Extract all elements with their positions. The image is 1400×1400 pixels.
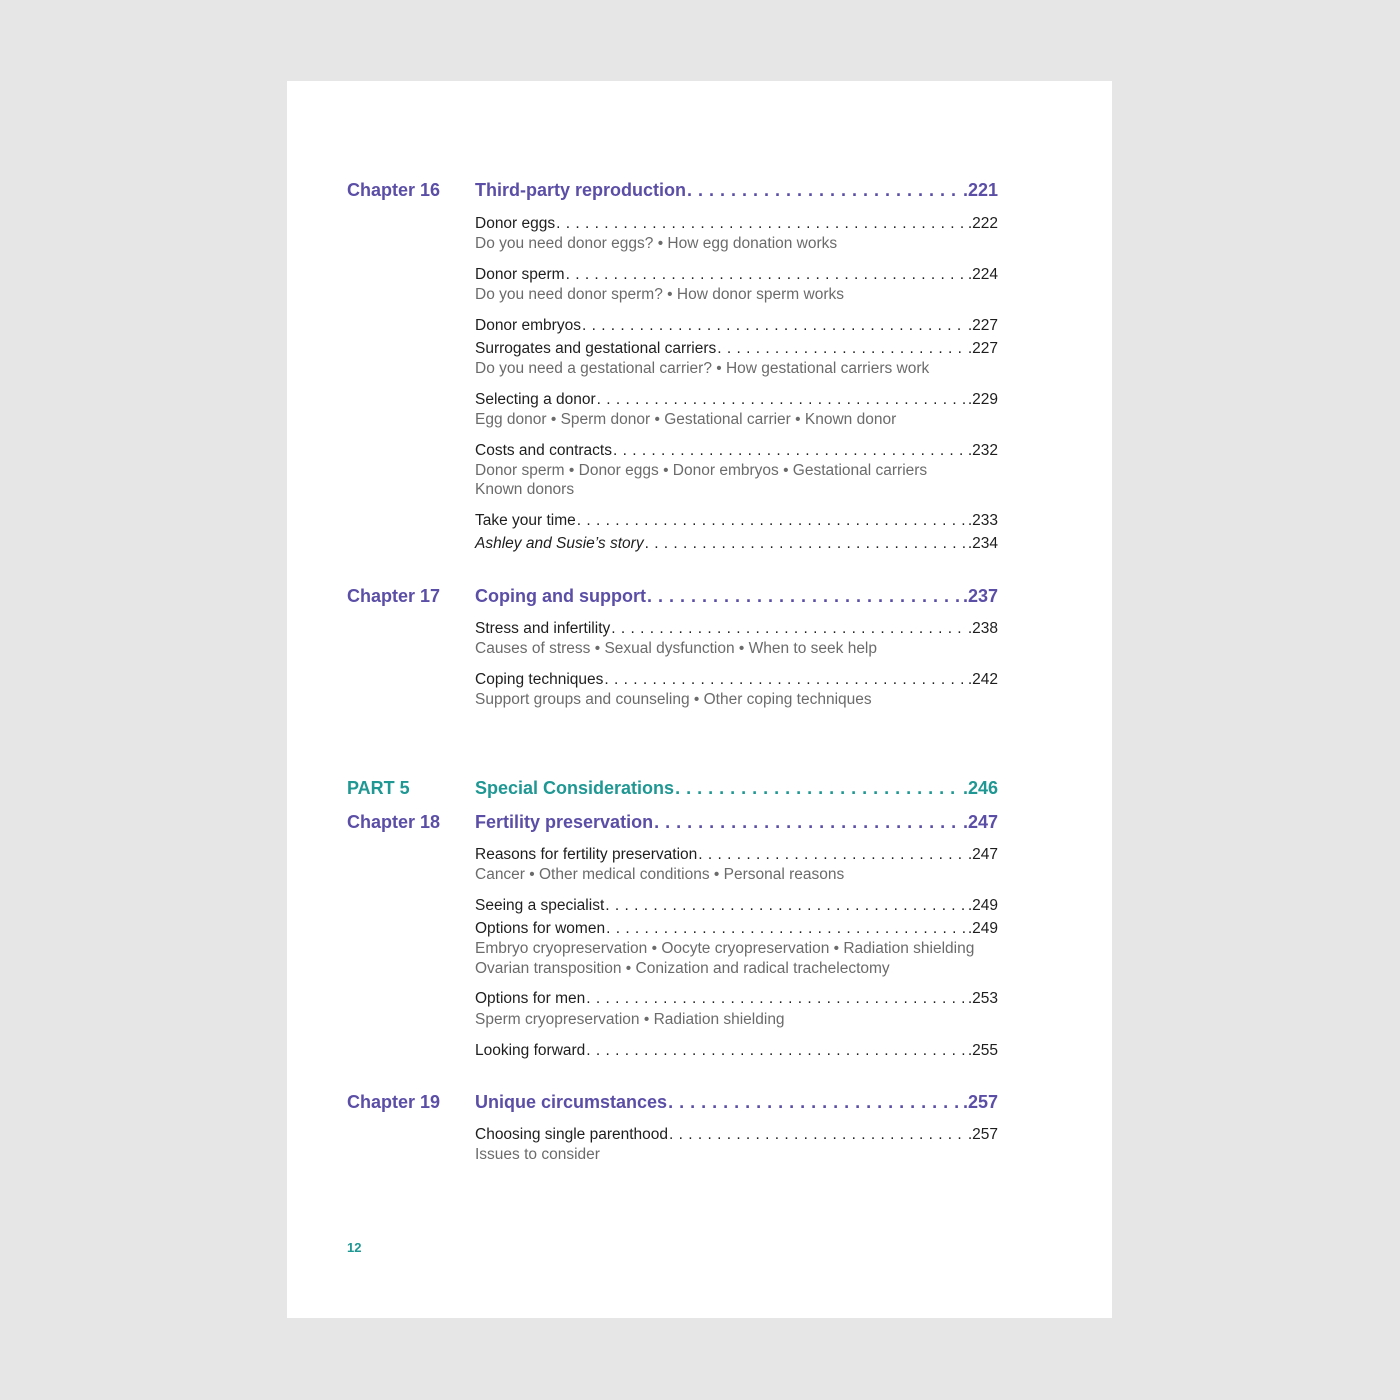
entry-page: .232: [967, 442, 998, 459]
toc-entry-women[interactable]: [475, 920, 998, 938]
page-number: 12: [347, 1240, 362, 1255]
part-5-heading[interactable]: [475, 778, 998, 798]
chapter-18-label: Chapter 18: [347, 812, 441, 832]
entry-page: .227: [967, 317, 998, 334]
dot-leader: [597, 391, 967, 409]
toc-page: [287, 81, 1112, 1318]
entry-page: .233: [967, 512, 998, 529]
entry-page: .249: [967, 920, 998, 937]
dot-leader: [668, 1092, 962, 1112]
entry-page: .224: [967, 266, 998, 283]
toc-entry-reasons[interactable]: [475, 846, 998, 864]
entry-subtopics: Embryo cryopreservation • Oocyte cryopreservation • Radiation shielding: [475, 940, 975, 957]
dot-leader: [604, 671, 966, 689]
dot-leader: [605, 897, 967, 915]
toc-entry-donor-sperm[interactable]: [475, 266, 998, 284]
toc-entry-take-time[interactable]: [475, 512, 998, 530]
dot-leader: [556, 215, 967, 233]
chapter-19-label: Chapter 19: [347, 1092, 441, 1112]
chapter-17-page: .237: [962, 586, 998, 606]
entry-subtopics: Ovarian transposition • Conization and radical trachelectomy: [475, 960, 890, 977]
chapter-17-heading[interactable]: [475, 586, 998, 606]
chapter-16-page: .221: [962, 180, 998, 200]
dot-leader: [675, 778, 962, 798]
toc-entry-donor-eggs[interactable]: [475, 215, 998, 233]
chapter-16-heading[interactable]: [475, 180, 998, 200]
chapter-17-label: Chapter 17: [347, 586, 441, 606]
dot-leader: [606, 920, 967, 938]
entry-subtopics: Do you need a gestational carrier? • How gestational carriers work: [475, 360, 930, 377]
entry-subtopics: Egg donor • Sperm donor • Gestational carrier • Known donor: [475, 411, 897, 428]
entry-subtopics: Donor sperm • Donor eggs • Donor embryos • Gestational carriers: [475, 462, 928, 479]
toc-entry-stress[interactable]: [475, 620, 998, 638]
entry-page: .257: [967, 1126, 998, 1143]
entry-subtopics: Cancer • Other medical conditions • Personal reasons: [475, 866, 845, 883]
toc-entry-ashley-story[interactable]: [475, 535, 998, 553]
dot-leader: [611, 620, 967, 638]
chapter-18-title: Fertility preservation: [475, 812, 654, 832]
entry-page: .242: [967, 671, 998, 688]
entry-title: Ashley and Susie’s story: [475, 535, 644, 552]
entry-title: Coping techniques: [475, 671, 604, 688]
entry-title: Options for women: [475, 920, 606, 937]
dot-leader: [687, 180, 962, 200]
chapter-17-title: Coping and support: [475, 586, 646, 606]
entry-subtopics: Support groups and counseling • Other coping techniques: [475, 691, 872, 708]
chapter-18-heading[interactable]: [475, 812, 998, 832]
toc-entry-specialist[interactable]: [475, 897, 998, 915]
toc-entry-single-parenthood[interactable]: [475, 1126, 998, 1144]
toc-entry-men[interactable]: [475, 990, 998, 1008]
entry-page: .229: [967, 391, 998, 408]
chapter-16-label: Chapter 16: [347, 180, 441, 200]
toc-entry-surrogates[interactable]: [475, 340, 998, 358]
dot-leader: [586, 1042, 967, 1060]
entry-title: Choosing single parenthood: [475, 1126, 669, 1143]
entry-subtopics: Known donors: [475, 481, 575, 498]
dot-leader: [613, 442, 967, 460]
entry-title: Take your time: [475, 512, 576, 529]
part-5-title: Special Considerations: [475, 778, 675, 798]
chapter-19-title: Unique circumstances: [475, 1092, 668, 1112]
entry-subtopics: Sperm cryopreservation • Radiation shielding: [475, 1011, 785, 1028]
entry-title: Reasons for fertility preservation: [475, 846, 698, 863]
dot-leader: [647, 586, 962, 606]
toc-entry-donor-embryos[interactable]: [475, 317, 998, 335]
toc-entry-selecting-donor[interactable]: [475, 391, 998, 409]
entry-page: .234: [967, 535, 998, 552]
chapter-19-page: .257: [962, 1092, 998, 1112]
entry-title: Donor embryos: [475, 317, 581, 334]
entry-subtopics: Causes of stress • Sexual dysfunction • When to seek help: [475, 640, 878, 657]
toc-entry-looking-forward[interactable]: [475, 1042, 998, 1060]
entry-title: Donor eggs: [475, 215, 556, 232]
entry-page: .227: [967, 340, 998, 357]
dot-leader: [566, 266, 967, 284]
entry-title: Seeing a specialist: [475, 897, 605, 914]
entry-page: .253: [967, 990, 998, 1007]
entry-page: .222: [967, 215, 998, 232]
dot-leader: [669, 1126, 967, 1144]
dot-leader: [645, 535, 967, 553]
entry-subtopics: Do you need donor sperm? • How donor sperm works: [475, 286, 844, 303]
chapter-18-page: .247: [962, 812, 998, 832]
chapter-16-title: Third-party reproduction: [475, 180, 686, 200]
dot-leader: [698, 846, 967, 864]
entry-page: .249: [967, 897, 998, 914]
entry-title: Surrogates and gestational carriers: [475, 340, 717, 357]
entry-subtopics: Issues to consider: [475, 1146, 600, 1163]
dot-leader: [582, 317, 967, 335]
toc-entry-coping[interactable]: [475, 671, 998, 689]
entry-title: Stress and infertility: [475, 620, 611, 637]
entry-title: Costs and contracts: [475, 442, 612, 459]
entry-title: Options for men: [475, 990, 586, 1007]
part-5-label: PART 5: [347, 778, 410, 798]
dot-leader: [654, 812, 962, 832]
entry-subtopics: Do you need donor eggs? • How egg donation works: [475, 235, 838, 252]
chapter-19-heading[interactable]: [475, 1092, 998, 1112]
entry-title: Donor sperm: [475, 266, 565, 283]
entry-page: .247: [967, 846, 998, 863]
entry-page: .255: [967, 1042, 998, 1059]
part-5-page: .246: [962, 778, 998, 798]
entry-title: Looking forward: [475, 1042, 586, 1059]
entry-title: Selecting a donor: [475, 391, 596, 408]
toc-entry-costs[interactable]: [475, 442, 998, 460]
dot-leader: [577, 512, 967, 530]
dot-leader: [586, 990, 967, 1008]
dot-leader: [717, 340, 967, 358]
entry-page: .238: [967, 620, 998, 637]
